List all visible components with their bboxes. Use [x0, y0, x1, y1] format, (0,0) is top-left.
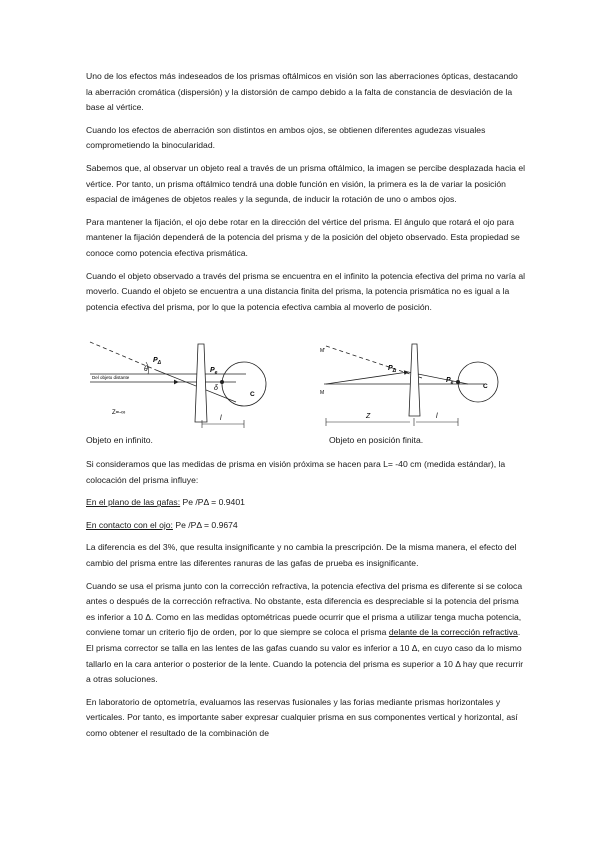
label-pd: $P_\Delta$: [153, 357, 162, 366]
paragraph-infinito: Cuando el objeto observado a través del prisma se encuentra en el infinito la potencia efectiva del prima no varía al moverlo. Cuando el objeto se encuentra a una distancia finita del prisma, la potencia prismática no es igual a la potencia efectiva del prisma, por lo que la potencia efectiva cambia al moverlo de posición.: [86, 270, 526, 312]
paragraph-binocularidad: Cuando los efectos de aberración son distintos en ambos ojos, se obtienen diferentes agudezas visuales comprometiendo la binocularidad.: [86, 124, 486, 151]
label-pe: $P_e$: [210, 367, 218, 376]
label-center-c: C: [483, 383, 488, 390]
label-l: l: [436, 413, 438, 420]
figure-object-finite: [318, 338, 518, 430]
text-block-top: [86, 69, 526, 315]
label-m-prime: M': [320, 348, 326, 354]
paragraph-aberraciones: Uno de los efectos más indeseados de los prismas oftálmicos en visión son las aberraciones ópticas, destacando la aberración cromática (dispersión) y la distorsión de campo debido a la falta de constancia de desviación de la base al vértice.: [86, 71, 518, 113]
label-delta: δ: [214, 385, 218, 392]
paragraph-fijacion: Para mantener la fijación, el ojo debe rotar en la dirección del vértice del prisma. El ángulo que rotará el ojo para mantener la fijación dependerá de la potencia del prisma y de la posición del objeto observado. Esta propiedad se conoce como potencia efectiva prismática.: [86, 216, 520, 258]
label-distant-object: Del objeto distante: [92, 375, 130, 380]
paragraph-diferencia: La diferencia es del 3%, que resulta insignificante y no cambia la prescripción. De la misma manera, el efecto del cambio del prisma entre las diferentes ranuras de las gafas de prueba es insignificante.: [86, 542, 517, 568]
prism-shape: [409, 344, 420, 416]
formula-ojo-label: En contacto con el ojo:: [86, 519, 173, 530]
eye-circle: [458, 362, 498, 402]
figure-object-infinity: [86, 338, 286, 430]
prism-shape: [195, 344, 207, 422]
dashed-ray-line: [326, 346, 422, 378]
label-z-infinity: Z=-∞: [112, 410, 126, 416]
formula-gafas-label: En el plano de las gafas:: [86, 497, 181, 508]
label-center-c: C: [250, 391, 255, 398]
text-block-bottom: [86, 457, 526, 742]
label-m: M: [320, 390, 325, 396]
label-pd: $P_\Delta$: [388, 365, 397, 374]
caption-finite: Objeto en posición finita.: [329, 435, 424, 445]
underlined-delante: delante de la corrección refractiva: [388, 627, 518, 638]
paragraph-correccion: Cuando se usa el prisma junto con la corrección refractiva, la potencia efectiva del prisma es diferente si se coloca antes o después de la corrección refractiva. No obstante, esta diferencia es despreciable si la potencia del prisma es inferior a 10 Δ. Como en las medidas optométricas puede ocurrir que el prisma a utilizar tenga mucha potencia, conviene tomar un criterio fijo de orden, por lo que siempre se coloca el prisma delante de la corrección refractiva. El prisma corrector se talla en las lentes de las gafas cuando su valor es inferior a 10 Δ, en cuyo caso da lo mismo tallarlo en la cara anterior o posterior de la lente. Cuando la potencia del prisma es superior a 10 Δ hay que recurrir a otras soluciones.: [86, 580, 524, 685]
label-theta: θ: [144, 366, 148, 373]
formula-gafas-value: Pe /PΔ = 0.9401: [180, 497, 245, 508]
formula-gafas: [86, 495, 526, 511]
eye-front-dot: [220, 380, 224, 384]
paragraph-vertice: Sabemos que, al observar un objeto real a través de un prisma oftálmico, la imagen se percibe desplazada hacia el vértice. Por tanto, un prisma oftálmico tendrá una doble función en visión, la primera es la de variar la posición espacial de imágenes de objetos reales y la segunda, de inducir la rotación de uno o ambos ojos.: [86, 162, 526, 205]
label-l: l: [220, 415, 222, 422]
eye-circle: [222, 362, 266, 406]
eye-front-dot: [456, 380, 460, 384]
formula-ojo: [86, 518, 526, 534]
caption-infinity: Objeto en infinito.: [86, 435, 153, 445]
formula-ojo-value: Pe /PΔ = 0.9674: [172, 519, 238, 530]
label-pe: $P_e$: [446, 377, 454, 386]
paragraph-vision-proxima: Si consideramos que las medidas de prisma en visión próxima se hacen para L= -40 cm (medida estándar), la colocación del prisma influye:: [86, 459, 506, 485]
paragraph-laboratorio: En laboratorio de optometría, evaluamos las reservas fusionales y las forias mediante prismas horizontales y verticales. Por tanto, es importante saber expresar cualquier prisma en sus componentes vertical y horizontal, así como obtener el resultado de la combinación de: [86, 696, 518, 738]
label-z: Z: [366, 413, 371, 420]
